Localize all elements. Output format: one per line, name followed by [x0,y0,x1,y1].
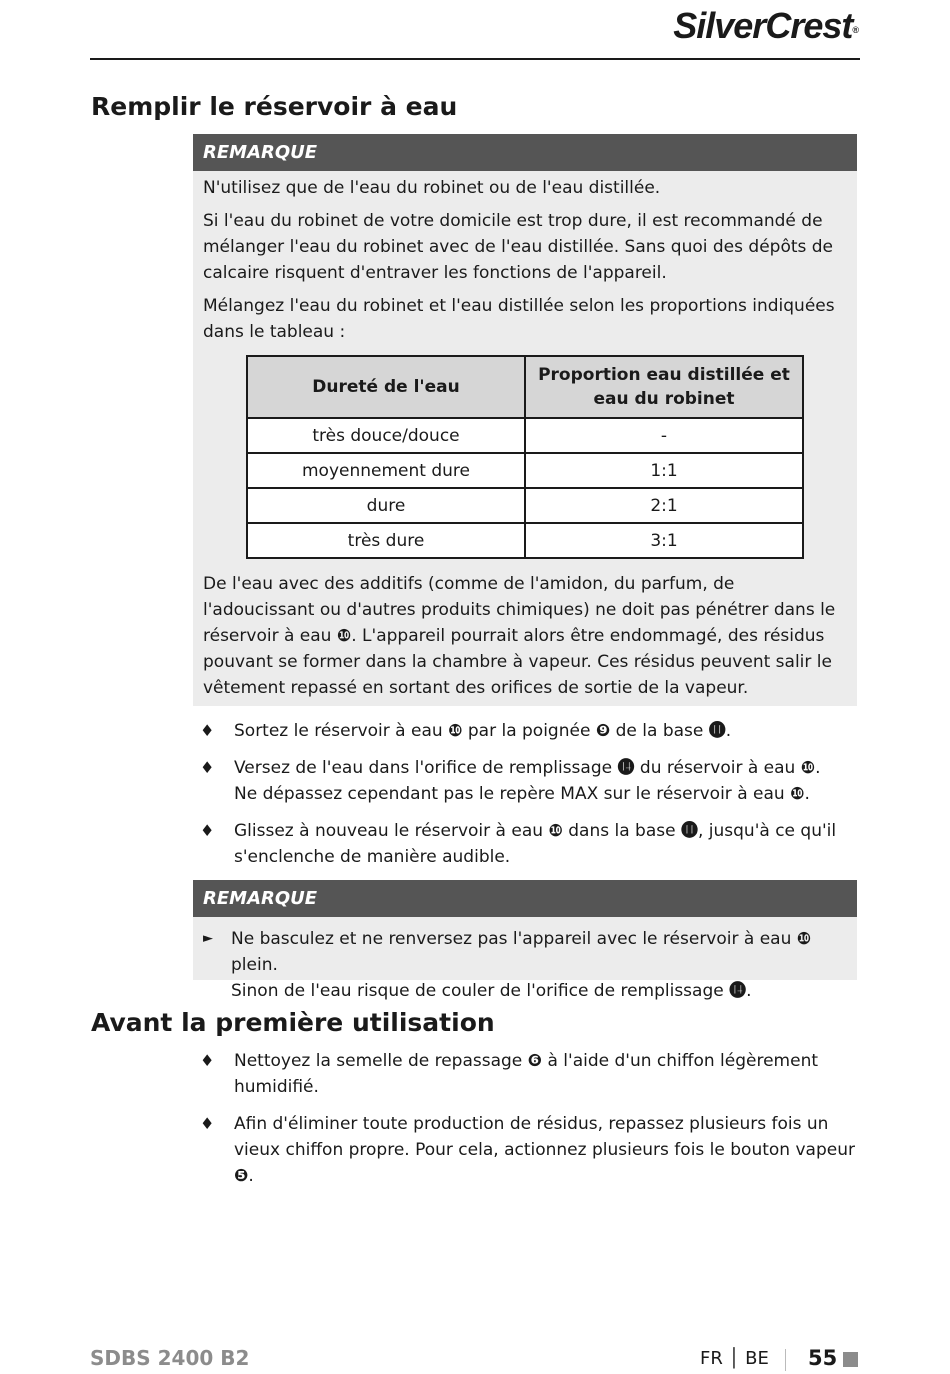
table-row [247,418,803,453]
note-para-3: Mélangez l'eau du robinet et l'eau distillée selon les proportions indiquées dans le tableau : [203,296,835,342]
brand-logo: SilverCrest® [673,5,858,46]
table-header-hardness: Dureté de l'eau [247,356,525,418]
list-item: ♦ Afin d'éliminer toute production de résidus, repassez plusieurs fois un vieux chiffon propre. Pour cela, actionnez plusieurs fois le bouton vapeur ❺. [200,1111,860,1189]
table-header-row [247,356,803,418]
first-use-steps-list [200,1048,860,1189]
list-item: ♦ Sortez le réservoir à eau ❿ par la poignée ❾ de la base ⓫. [200,718,860,744]
table-header-proportion: Proportion eau distillée et eau du robinet [525,356,803,418]
ref-10-icon: ❿ [796,929,812,949]
table-cell: très dure [247,523,525,558]
table-cell: - [525,418,803,453]
note-2-text: ► Ne basculez et ne renversez pas l'appareil avec le réservoir à eau ❿ plein. Sinon de l'eau risque de couler de l'orifice de remplissage ⓮. [193,926,857,1004]
table-row [247,453,803,488]
footer-language: FR │ BE [700,1348,769,1369]
ref-14-icon: ⓮ [617,758,635,778]
footer-square-icon [843,1352,858,1367]
diamond-bullet-icon: ♦ [200,1114,215,1133]
footer-model: SDBS 2400 B2 [90,1346,250,1370]
arrow-right-icon: ► [203,931,213,946]
page-number: 55 [808,1346,838,1370]
ref-10-icon: ❿ [790,784,805,804]
diamond-bullet-icon: ♦ [200,758,215,777]
table-cell: 1:1 [525,453,803,488]
list-item: ♦ Nettoyez la semelle de repassage ❻ à l'aide d'un chiffon légèrement humidifié. [200,1048,860,1100]
diamond-bullet-icon: ♦ [200,821,215,840]
list-item: ♦ Glissez à nouveau le réservoir à eau ❿ dans la base ⓫, jusqu'à ce qu'il s'enclenche de manière audible. [200,818,860,870]
table-row [247,523,803,558]
table-cell: moyennement dure [247,453,525,488]
table-cell: dure [247,488,525,523]
note-label: REMARQUE [193,134,857,171]
note-para-2: Si l'eau du robinet de votre domicile est trop dure, il est recommandé de mélanger l'eau du robinet avec de l'eau distillée. Sans quoi des dépôts de calcaire risquent d'entraver les fonctions de l'appareil. [203,211,834,283]
ref-10-icon: ❿ [336,626,352,646]
table-cell: 2:1 [525,488,803,523]
ref-9-icon: ❾ [595,721,611,741]
section-title-first-use: Avant la première utilisation [91,1008,495,1037]
ref-6-icon: ❻ [527,1051,543,1071]
header-rule [90,58,860,60]
ref-11-icon: ⓫ [680,821,698,841]
table-cell: 3:1 [525,523,803,558]
note-para-1: N'utilisez que de l'eau du robinet ou de l'eau distillée. [203,178,661,198]
note-box-2 [193,880,857,1001]
ref-5-icon: ❺ [234,1166,249,1186]
diamond-bullet-icon: ♦ [200,721,215,740]
fill-steps-list [200,718,860,870]
footer-divider [785,1349,786,1371]
table-cell: très douce/douce [247,418,525,453]
table-row [247,488,803,523]
water-hardness-table [246,355,804,559]
ref-10-icon: ❿ [548,821,563,841]
section-title-fill-tank: Remplir le réservoir à eau [91,92,458,121]
ref-10-icon: ❿ [800,758,816,778]
ref-11-icon: ⓫ [708,721,726,741]
ref-10-icon: ❿ [448,721,463,741]
note-para-4-wrap [193,571,857,706]
note-para-4: De l'eau avec des additifs (comme de l'amidon, du parfum, de l'adoucissant ou d'autres produits chimiques) ne doit pas pénétrer dans le réservoir à eau ❿. L'appareil pourrait alors être endommagé, des résidus pouvant se former dans la chambre à vapeur. Ces résidus peuvent salir le vêtement repassé en sortant des orifices de sortie de la vapeur. [203,574,836,698]
ref-14-icon: ⓮ [729,981,747,1001]
note-label: REMARQUE [193,880,857,917]
diamond-bullet-icon: ♦ [200,1051,215,1070]
list-item: ♦ Versez de l'eau dans l'orifice de remplissage ⓮ du réservoir à eau ❿. Ne dépassez cependant pas le repère MAX sur le réservoir à eau ❿. [200,755,860,807]
